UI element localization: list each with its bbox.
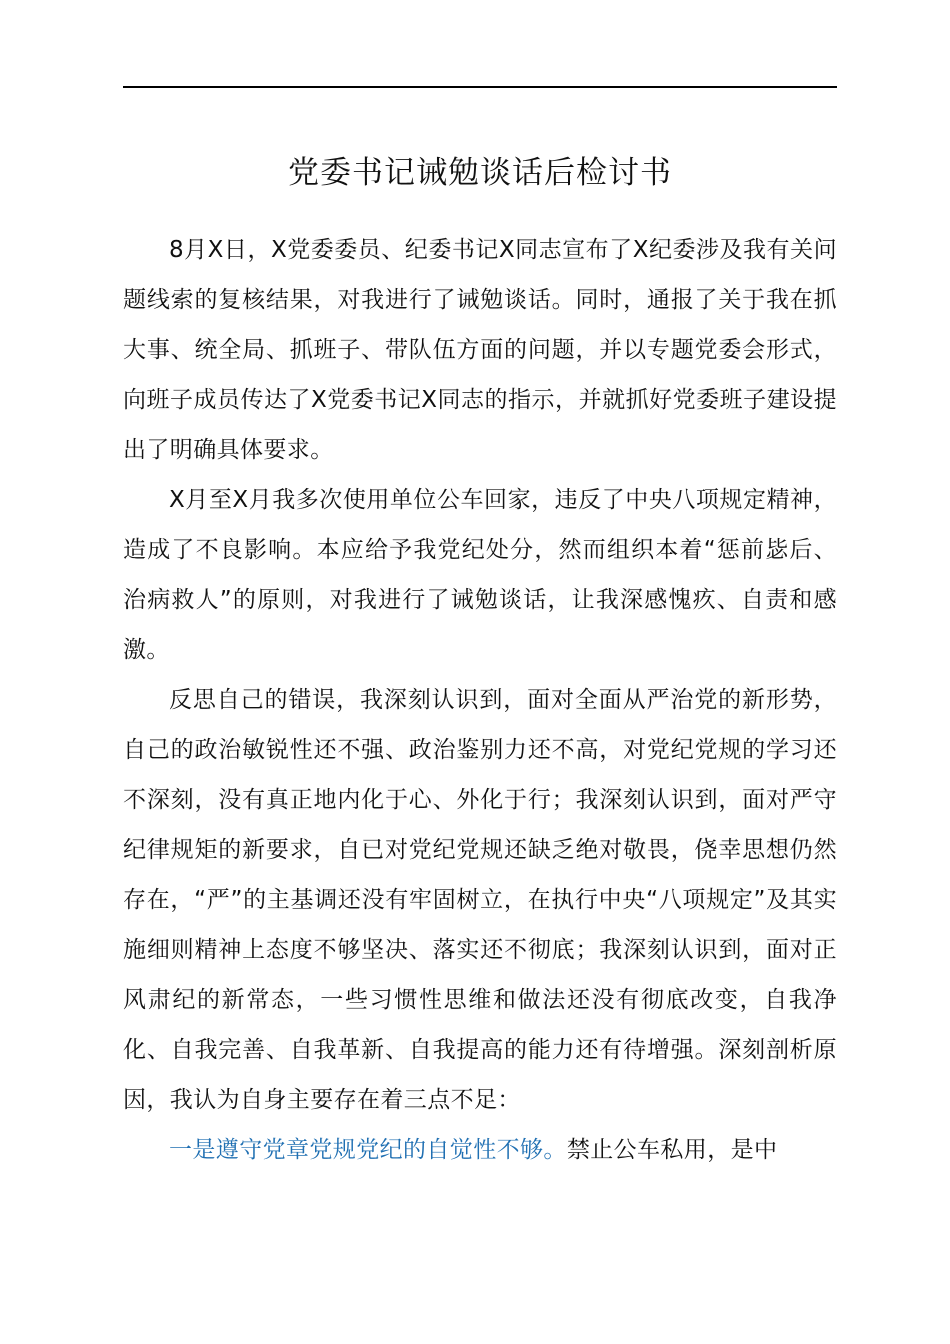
paragraph-1: 8月X日，X党委委员、纪委书记X同志宣布了X纪委涉及我有关问题线索的复核结果，对我进行了诫勉谈话。同时，通报了关于我在抓大事、统全局、抓班子、带队伍方面的问题，并以专题党委会形式，向班子成员传达了X党委书记X同志的指示，并就抓好党委班子建设提出了明确具体要求。 [123,237,837,463]
paragraph-2: X月至X月我多次使用单位公车回家，违反了中央八项规定精神，造成了不良影响。本应给予我党纪处分，然而组织本着“惩前毖后、治病救人”的原则，对我进行了诫勉谈话，让我深感愧疚、自责和感激。 [123,487,837,663]
paragraph-4-text: 禁止公车私用，是中 [566,1137,778,1163]
document-title: 党委书记诫勉谈话后检讨书 [288,155,672,191]
paragraph-3: 反思自己的错误，我深刻认识到，面对全面从严治党的新形势，自己的政治敏锐性还不强、政治鉴别力还不高，对党纪党规的学习还不深刻，没有真正地内化于心、外化于行；我深刻认识到，面对严守纪律规矩的新要求，自已对党纪党规还缺乏绝对敬畏，侥幸思想仍然存在，“严”的主基调还没有牢固树立，在执行中央“八项规定”及其实施细则精神上态度不够坚决、落实还不彻底；我深刻认识到，面对正风肃纪的新常态，一些习惯性思维和做法还没有彻底改变，自我净化、自我完善、自我革新、自我提高的能力还有待增强。深刻剖析原因，我认为自身主要存在着三点不足： [123,687,837,1113]
document-body [123,225,837,1175]
header-rule [123,86,837,88]
paragraph-4 [123,1125,837,1175]
highlighted-heading: 一是遵守党章党规党纪的自觉性不够。 [169,1137,567,1163]
